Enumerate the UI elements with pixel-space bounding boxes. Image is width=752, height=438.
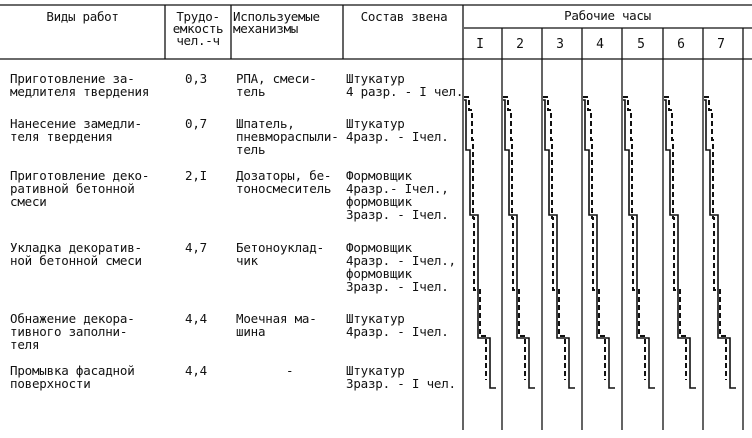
row-5-labor: 4,4 bbox=[185, 311, 207, 326]
header-labor: Трудо- емкость чел.-ч bbox=[172, 9, 224, 48]
row-6-mech: - bbox=[286, 363, 294, 378]
row-3-mech: Дозаторы, бе- тоносмеситель bbox=[236, 168, 332, 196]
row-1-mech: РПА, смеси- тель bbox=[236, 71, 317, 99]
header-working-hours: Рабочие часы bbox=[564, 8, 651, 23]
row-4-labor: 4,7 bbox=[185, 240, 207, 255]
row-2-crew: Штукатур 4разр. - Iчел. bbox=[346, 116, 449, 144]
row-5-crew: Штукатур 4разр. - Iчел. bbox=[346, 311, 449, 339]
hour-3: 3 bbox=[556, 37, 564, 52]
row-4-work: Укладка декоратив- ной бетонной смеси bbox=[10, 240, 142, 268]
row-4-mech: Бетоноуклад- чик bbox=[236, 240, 324, 268]
header-work-types: Виды работ bbox=[46, 9, 119, 24]
row-1-crew: Штукатур 4 разр. - I чел. bbox=[346, 71, 464, 99]
row-3-work: Приготовление деко- ративной бетонной смеси bbox=[10, 168, 150, 209]
header-mechanisms: Используемые механизмы bbox=[233, 9, 320, 36]
row-6-labor: 4,4 bbox=[185, 363, 207, 378]
hour-2: 2 bbox=[516, 37, 524, 52]
row-2-labor: 0,7 bbox=[185, 116, 207, 131]
row-3-labor: 2,I bbox=[185, 168, 207, 183]
row-6-work: Промывка фасадной поверхности bbox=[10, 363, 135, 391]
header-crew: Состав звена bbox=[360, 9, 448, 24]
row-4-crew: Формовщик 4разр. - Iчел., формовщик 3разр. - Iчел. bbox=[346, 240, 456, 294]
hour-6: 6 bbox=[677, 37, 685, 52]
row-6-crew: Штукатур 3разр. - I чел. bbox=[346, 363, 456, 391]
hour-7: 7 bbox=[717, 37, 725, 52]
row-3-crew: Формовщик 4разр.- Iчел., формовщик 3разр. - Iчел. bbox=[346, 168, 449, 222]
hour-4: 4 bbox=[596, 37, 604, 52]
row-1-work: Приготовление за- медлителя твердения bbox=[10, 71, 150, 99]
row-5-work: Обнажение декора- тивного заполни- теля bbox=[10, 311, 135, 352]
hour-1: I bbox=[476, 37, 484, 52]
row-2-mech: Шпатель, пневмораспыли- тель bbox=[236, 116, 339, 157]
row-1-labor: 0,3 bbox=[185, 71, 207, 86]
hour-5: 5 bbox=[637, 37, 645, 52]
row-2-work: Нанесение замедли- теля твердения bbox=[10, 116, 142, 144]
row-5-mech: Моечная ма- шина bbox=[236, 311, 317, 339]
